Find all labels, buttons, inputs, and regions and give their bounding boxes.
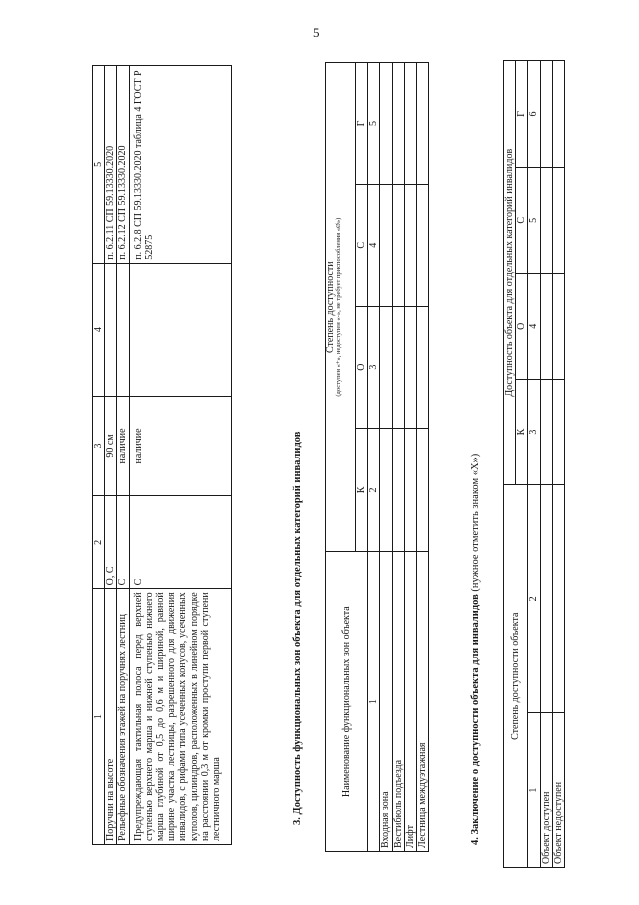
table-row	[540, 61, 552, 868]
zone-name: Лестница междуэтажная	[416, 552, 428, 852]
col-number: 3	[93, 396, 105, 496]
accessibility-legend: (доступен «+», недоступен «-», не требует приспособления «Ø»)	[335, 217, 342, 397]
norm-value: наличие	[129, 396, 231, 496]
page-number: 5	[313, 25, 320, 40]
degree-header: Степень доступности объекта	[504, 485, 528, 868]
zone-name: Вестибюль подъезда	[392, 552, 404, 852]
section-4-title-text: 4. Заключение о доступности объекта для инвалидов	[470, 594, 481, 845]
requirement-name: Рельефные обозначения этажей на поручнях лестниц	[117, 589, 129, 845]
col-number: 4	[93, 263, 105, 396]
zones-table	[325, 62, 429, 852]
table-row	[504, 61, 516, 868]
category: О, С	[105, 496, 117, 589]
table-row	[368, 63, 380, 852]
table-row	[129, 66, 231, 845]
category-g: Г	[516, 61, 528, 168]
col-number: 4	[368, 184, 380, 306]
requirement-name: Поручни на высоте	[105, 589, 117, 845]
category-s: С	[356, 184, 368, 306]
category-o: О	[356, 306, 368, 428]
reference: п. 6.2.8 СП 59.13330.2020 таблица 4 ГОСТ Р 52875	[129, 66, 231, 264]
norm-value: наличие	[117, 396, 129, 496]
requirement-name: Предупреждающая тактильная полоса перед верхней ступенью верхнего марша и нижней ступенью нижнего марша глубиной от 0,5 до 0,6 м и шириной, равной ширине участка лестницы, разрешенного для движения инвалидов, с рифами типа усеченных конусов, усеченных куполов, цилиндров, расположенных в линейном порядке на расстоянии 0,3 м от кромки проступи первой ступени лестничного марша	[129, 589, 231, 845]
accessibility-header	[326, 63, 356, 552]
zone-name-header: Наименование функциональных зон объекта	[326, 552, 368, 852]
actual-value	[117, 263, 129, 396]
table-row	[392, 63, 404, 852]
category-k: К	[356, 428, 368, 552]
col-number: 1	[368, 552, 380, 852]
category-s: С	[516, 167, 528, 273]
col-number: 6	[528, 61, 540, 168]
col-number: 5	[93, 66, 105, 264]
section-4-title	[470, 454, 481, 845]
actual-value	[105, 263, 117, 396]
zone-name: Лифт	[404, 552, 416, 852]
zones-table-block	[325, 62, 445, 852]
category-k: К	[516, 379, 528, 485]
zone-name: Входная зона	[380, 552, 392, 852]
accessibility-group-title: Степень доступности	[325, 261, 336, 354]
accessibility-group-title: Доступность объекта для отдельных категорий инвалидов	[504, 61, 516, 485]
table-row	[528, 61, 540, 868]
norm-value: 90 см	[105, 396, 117, 496]
reference: п. 6.2.11 СП 59.13330.2020	[105, 66, 117, 264]
requirements-table-block	[92, 65, 252, 845]
table-row	[416, 63, 428, 852]
requirements-table	[92, 65, 232, 845]
verdict-label: Объект недоступен	[552, 713, 564, 868]
actual-value	[129, 263, 231, 396]
col-number: 3	[368, 306, 380, 428]
category-g: Г	[356, 63, 368, 185]
conclusion-table	[503, 60, 565, 868]
table-row	[117, 66, 129, 845]
col-number: 5	[528, 167, 540, 273]
col-number: 5	[368, 63, 380, 185]
section-4-title-note: (нужное отметить знаком «Х»)	[470, 453, 481, 592]
col-number: 3	[528, 379, 540, 485]
table-row	[404, 63, 416, 852]
table-row	[93, 66, 105, 845]
table-row	[105, 66, 117, 845]
table-row	[380, 63, 392, 852]
col-number: 2	[368, 428, 380, 552]
verdict-label: Объект доступен	[540, 713, 552, 868]
col-number: 1	[93, 589, 105, 845]
col-number: 2	[528, 485, 540, 713]
conclusion-table-block	[503, 60, 583, 868]
category: С	[129, 496, 231, 589]
section-3-title: 3. Доступность функциональных зон объекта для отдельных категорий инвалидов	[292, 431, 303, 825]
reference: п. 6.2.12 СП 59.13330.2020	[117, 66, 129, 264]
category: С	[117, 496, 129, 589]
category-o: О	[516, 273, 528, 379]
col-number: 4	[528, 273, 540, 379]
table-row	[552, 61, 564, 868]
table-row	[326, 63, 356, 852]
col-number: 1	[528, 713, 540, 868]
col-number: 2	[93, 496, 105, 589]
